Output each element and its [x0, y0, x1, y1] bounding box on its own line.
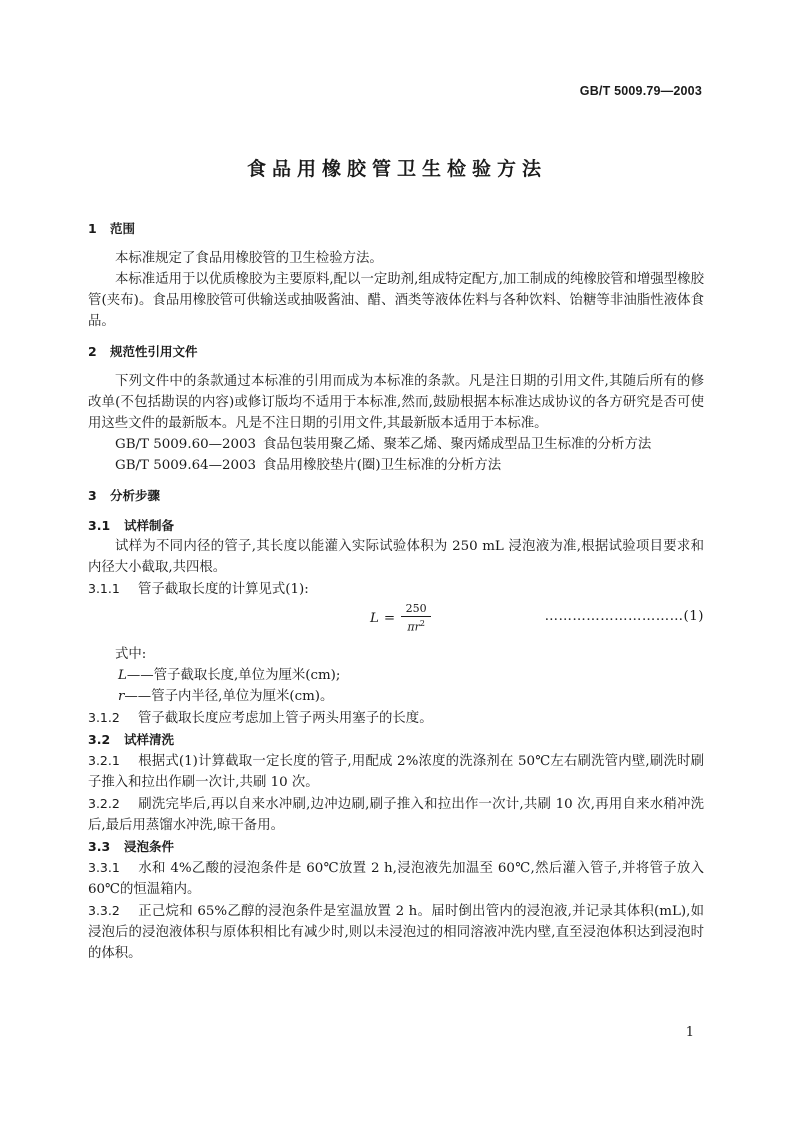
dash: —— — [126, 668, 154, 683]
subsection-3-3-heading — [88, 836, 704, 857]
document-body — [88, 218, 704, 964]
clause-3-1-2 — [88, 707, 704, 729]
formula-numerator: 250 — [405, 602, 427, 615]
formula-fraction — [401, 602, 431, 635]
symbol: L — [118, 668, 127, 683]
paragraph: 试样为不同内径的管子,其长度以能灌入实际试验体积为 250 mL 浸泡液为准,根据试验项目要求和内径大小截取,共四根。 — [88, 539, 704, 575]
clause-text: 管子截取长度应考虑加上管子两头用塞子的长度。 — [138, 711, 433, 726]
formula-lhs: L — [370, 610, 379, 626]
clause-text: 水和 4%乙酸的浸泡条件是 60℃放置 2 h,浸泡液先加温至 60℃,然后灌入管子,并将管子放入 60℃的恒温箱内。 — [88, 861, 704, 897]
clause-number: 3.3.2 — [88, 903, 120, 918]
section-number: 1 — [88, 221, 97, 236]
standard-number: GB/T 5009.79—2003 — [579, 84, 702, 98]
formula-block — [88, 600, 704, 644]
where-item — [88, 686, 704, 707]
page-number: 1 — [685, 1025, 694, 1040]
dash: —— — [124, 689, 152, 704]
clause-text: 根据式(1)计算截取一定长度的管子,用配成 2%浓度的洗涤剂在 50℃左右刷洗管内壁,刷洗时刷子推入和拉出作刷一次计,共刷 10 次。 — [88, 754, 704, 790]
section-number: 2 — [88, 344, 97, 359]
clause-number: 3.2.2 — [88, 796, 120, 811]
length-formula — [370, 602, 431, 635]
clause-3-2-1 — [88, 750, 704, 793]
document-title: 食品用橡胶管卫生检验方法 — [246, 158, 547, 180]
section-title: 范围 — [110, 221, 136, 236]
section-1-heading — [88, 218, 704, 239]
section-3-heading — [88, 485, 704, 506]
clause-number: 3.2.1 — [88, 753, 120, 768]
clause-3-3-2 — [88, 900, 704, 964]
section-title: 分析步骤 — [110, 488, 161, 503]
subsection-number: 3.2 — [88, 732, 111, 747]
symbol-description: 管子内半径,单位为厘米(cm)。 — [151, 689, 334, 704]
symbol: r — [118, 689, 125, 704]
subsection-title: 试样制备 — [124, 518, 175, 533]
reference-code: GB/T 5009.64—2003 — [115, 458, 257, 473]
reference-item — [88, 434, 704, 455]
equation-number: …………………………(1) — [544, 609, 704, 624]
subsection-3-2-heading — [88, 729, 704, 750]
clause-3-2-2 — [88, 793, 704, 836]
reference-title: 食品包装用聚乙烯、聚苯乙烯、聚丙烯成型品卫生标准的分析方法 — [263, 437, 652, 452]
formula-equals: = — [383, 610, 396, 626]
section-2-heading — [88, 341, 704, 362]
clause-text: 刷洗完毕后,再以自来水冲刷,边冲边刷,刷子推入和拉出作一次计,共刷 10 次,再用自来水稍冲洗后,最后用蒸馏水冲洗,晾干备用。 — [88, 797, 704, 833]
clause-number: 3.1.1 — [88, 581, 120, 596]
where-item — [88, 665, 704, 686]
formula-denominator: $\pi r^2$ — [407, 619, 425, 634]
reference-title: 食品用橡胶垫片(圈)卫生标准的分析方法 — [263, 458, 502, 473]
clause-text: 正己烷和 65%乙醇的浸泡条件是室温放置 2 h。届时倒出管内的浸泡液,并记录其体积(mL),如浸泡后的浸泡液体积与原体积相比有减少时,则以未浸泡过的相同溶液冲洗内壁,直至浸泡体积达到浸泡时的体积。 — [88, 904, 704, 961]
subsection-title: 浸泡条件 — [124, 839, 175, 854]
clause-number: 3.3.1 — [88, 860, 120, 875]
where-label: 式中: — [115, 647, 147, 662]
subsection-title: 试样清洗 — [124, 732, 175, 747]
subsection-number: 3.1 — [88, 518, 111, 533]
clause-number: 3.1.2 — [88, 710, 120, 725]
reference-code: GB/T 5009.60—2003 — [115, 437, 257, 452]
paragraph: 下列文件中的条款通过本标准的引用而成为本标准的条款。凡是注日期的引用文件,其随后所有的修改单(不包括勘误的内容)或修订版均不适用于本标准,然而,鼓励根据本标准达成协议的各方研究是否可使用这些文件的最新版本。凡是不注日期的引用文件,其最新版本适用于本标准。 — [88, 374, 704, 431]
symbol-description: 管子截取长度,单位为厘米(cm); — [153, 668, 341, 683]
paragraph: 本标准规定了食品用橡胶管的卫生检验方法。 — [115, 251, 383, 266]
clause-3-3-1 — [88, 857, 704, 900]
reference-item — [88, 455, 704, 476]
clause-3-1-1 — [88, 578, 704, 600]
subsection-number: 3.3 — [88, 839, 111, 854]
clause-text: 管子截取长度的计算见式(1): — [138, 582, 309, 597]
section-number: 3 — [88, 488, 97, 503]
subsection-3-1-heading — [88, 515, 704, 536]
paragraph: 本标准适用于以优质橡胶为主要原料,配以一定助剂,组成特定配方,加工制成的纯橡胶管和增强型橡胶管(夹布)。食品用橡胶管可供输送或抽吸酱油、醋、酒类等液体佐料与各种饮料、饴糖等非油脂性液体食品。 — [88, 272, 704, 329]
section-title: 规范性引用文件 — [110, 344, 198, 359]
